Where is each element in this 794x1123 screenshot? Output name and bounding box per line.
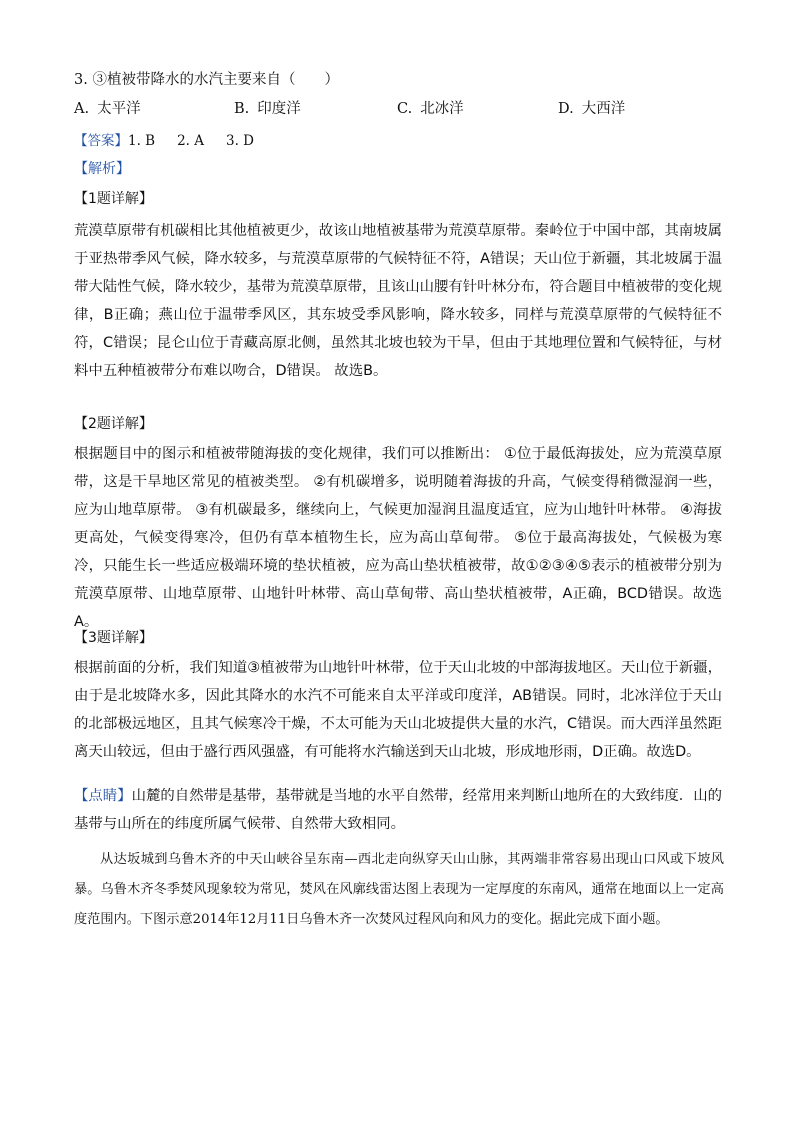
- option-d: [558, 97, 625, 118]
- detail2-label: 【2题详解】: [74, 416, 153, 432]
- detail3-label: 【3题详解】: [74, 630, 153, 646]
- tip-paragraph: [74, 782, 722, 838]
- option-text: 印度洋: [257, 101, 301, 117]
- option-b: [234, 97, 301, 118]
- answer-label: 【答案】: [74, 133, 128, 149]
- analysis-label: 【解析】: [74, 161, 130, 177]
- answer-item: 2. A: [177, 133, 205, 149]
- option-text: 大西洋: [581, 101, 626, 117]
- options-row: [0, 97, 794, 121]
- question-3: 3. ③植被带降水的水汽主要来自（ ）: [74, 72, 339, 88]
- option-letter: C.: [397, 101, 413, 117]
- answer-line: [74, 129, 276, 149]
- detail2-text: 根据题目中的图示和植被带随海拔的变化规律，我们可以推断出： ①位于最低海拔处，应为荒漠草原带，这是干旱地区常见的植被类型。 ②有机碳增多，说明随着海拔的升高，气候变得稍微湿润一些，应为山地草原带。 ③有机碳最多，继续向上，气候更加湿润且温度适宜，应为山地针叶林带。 ④海拔更高处，气候变得寒冷，但仍有草本植物生长，应为高山草甸带。 ⑤位于最高海拔处，气候极为寒冷，只能生长一些适应极端环境的垫状植被，应为高山垫状植被带，故①②③④⑤表示的植被带分别为荒漠草原带、山地草原带、山地针叶林带、高山草甸带、高山垫状植被带，A正确，BCD错误。故选A。: [74, 446, 722, 630]
- tip-label: 【点睛】: [74, 788, 132, 804]
- option-text: 北冰洋: [420, 101, 464, 117]
- detail1-label: 【1题详解】: [74, 191, 153, 207]
- option-text: 太平洋: [97, 101, 141, 117]
- tip-text: 山麓的自然带是基带，基带就是当地的水平自然带，经常用来判断山地所在的大致纬度．山的基带与山所在的纬度所属气候带、自然带大致相同。: [74, 788, 722, 832]
- option-c: [397, 97, 464, 118]
- option-letter: A.: [74, 101, 90, 117]
- option-letter: D.: [558, 101, 574, 117]
- reading-passage: 从达坂城到乌鲁木齐的中天山峡谷呈东南—西北走向纵穿天山山脉，其两端非常容易出现山口风或下坡风暴。乌鲁木齐冬季焚风现象较为常见，焚风在风廓线雷达图上表现为一定厚度的东南风，通常在地面以上一定高度范围内。下图示意2014年12月11日乌鲁木齐一次焚风过程风向和风力的变化。据此完成下面小题。: [74, 852, 724, 927]
- detail3-text: 根据前面的分析，我们知道③植被带为山地针叶林带，位于天山北坡的中部海拔地区。天山位于新疆，由于是北坡降水多，因此其降水的水汽不可能来自太平洋或印度洋，AB错误。同时，北冰洋位于天山的北部极远地区，且其气候寒冷干燥，不太可能为天山北坡提供大量的水汽，C错误。而大西洋虽然距离天山较远，但由于盛行西风强盛，有可能将水汽输送到天山北坡，形成地形雨，D正确。故选D。: [74, 660, 722, 760]
- answer-item: 3. D: [226, 133, 255, 149]
- answer-item: 1. B: [128, 133, 156, 149]
- detail1-text: 荒漠草原带有机碳相比其他植被更少，故该山地植被基带为荒漠草原带。秦岭位于中国中部，其南坡属于亚热带季风气候，降水较多，与荒漠草原带的气候特征不符，A错误；天山位于新疆，其北坡属于温带大陆性气候，降水较少，基带为荒漠草原带，且该山山腰有针叶林分布，符合题目中植被带的变化规律，B正确；燕山位于温带季风区，其东坡受季风影响，降水较多，同样与荒漠草原带的气候特征不符，C错误；昆仑山位于青藏高原北侧，虽然其北坡也较为干旱，但由于其地理位置和气候特征，与材料中五种植被带分布难以吻合，D错误。 故选B。: [74, 223, 722, 379]
- option-a: [74, 97, 141, 118]
- option-letter: B.: [234, 101, 250, 117]
